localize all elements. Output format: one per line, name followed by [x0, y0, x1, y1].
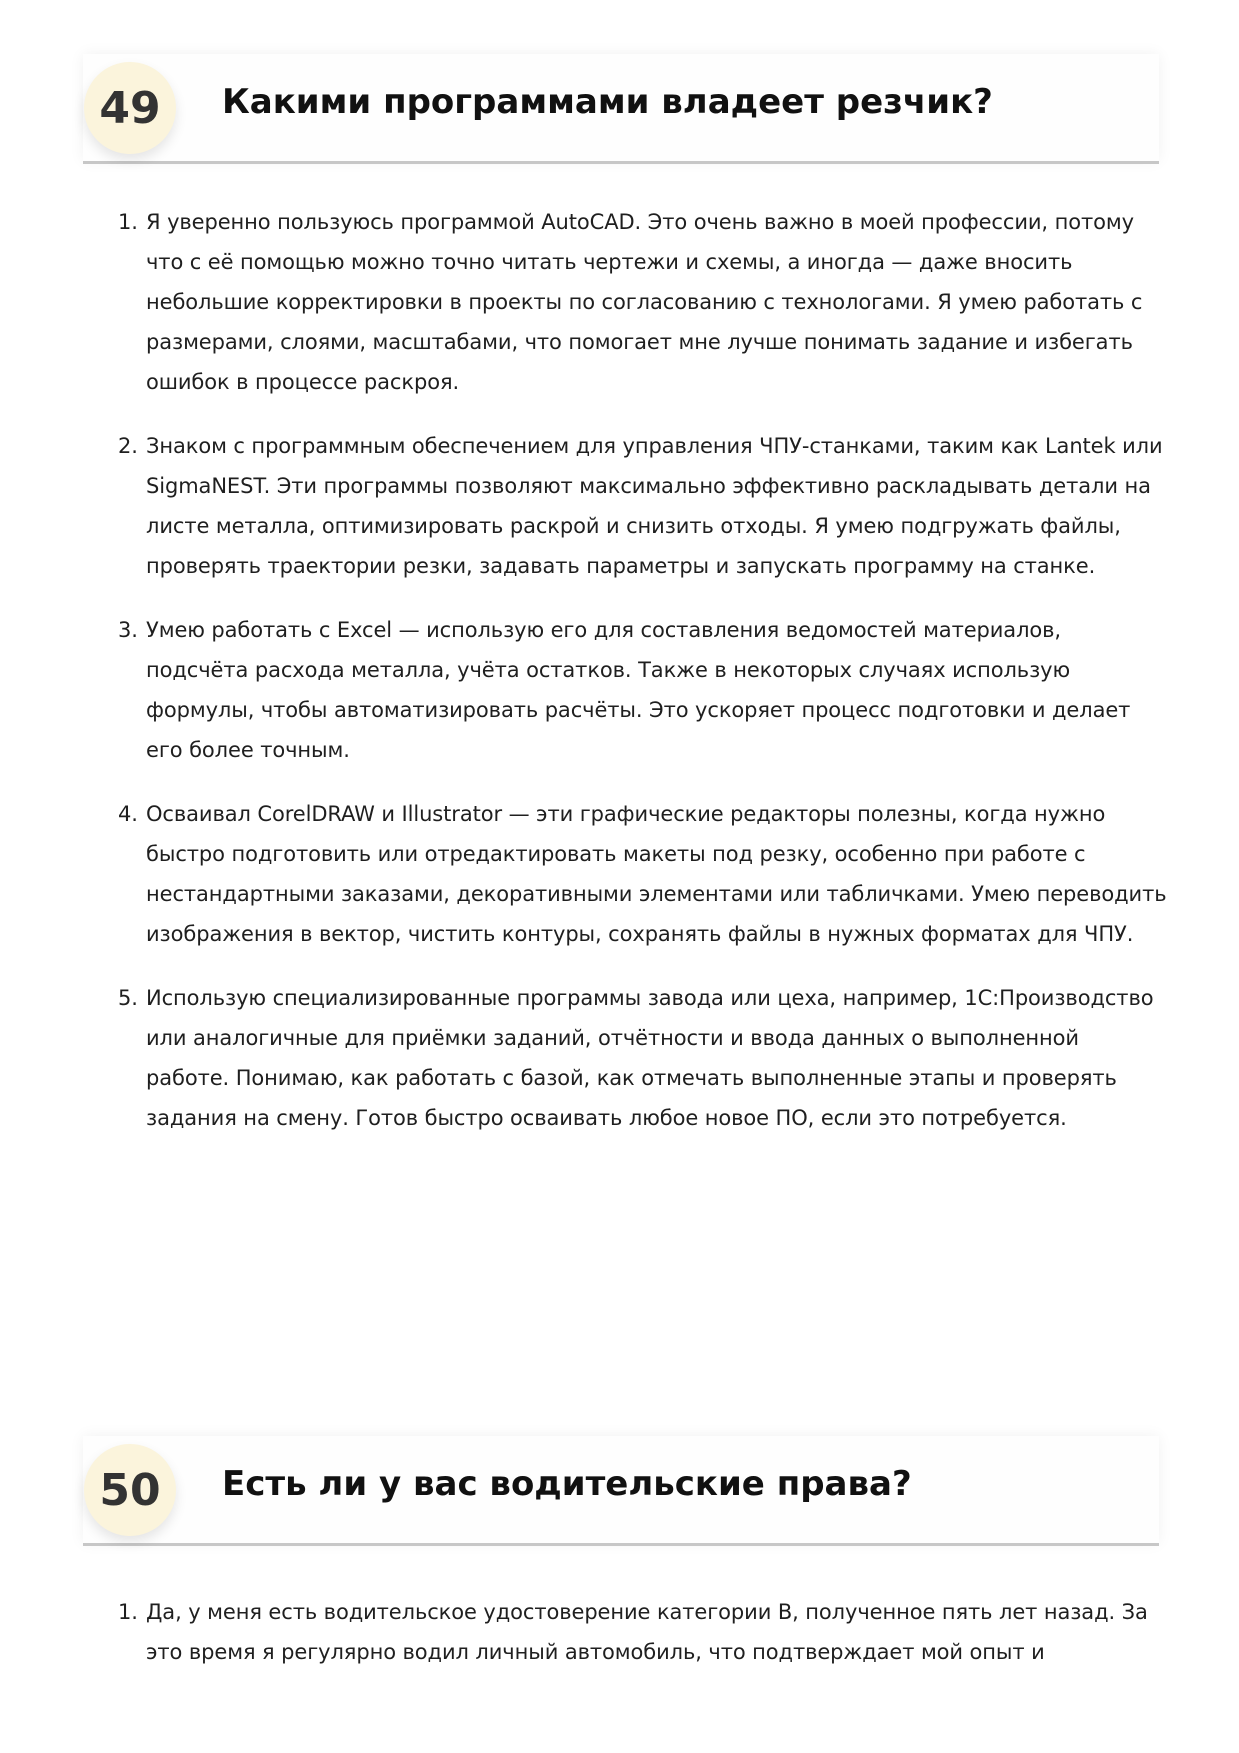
answer-item [118, 1592, 1168, 1672]
answer-item [118, 202, 1168, 402]
answer-text: Да, у меня есть водительское удостоверение категории B, полученное пять лет назад. За это время я регулярно водил личный автомобиль, что подтверждает мой опыт и [146, 1600, 1148, 1664]
question-section-50 [0, 1436, 1239, 1664]
answer-text: Использую специализированные программы завода или цеха, например, 1С:Производство или аналогичные для приёмки заданий, отчётности и ввода данных о выполненной работе. Понимаю, как работать с базой, как отмечать выполненные этапы и проверять задания на смену. Готов быстро осваивать любое новое ПО, если это потребуется. [146, 986, 1154, 1130]
answer-number: 1. [118, 1600, 138, 1624]
question-title: Есть ли у вас водительские права? [222, 1464, 912, 1504]
answer-number: 4. [118, 802, 138, 826]
answer-list [118, 1592, 1168, 1696]
answer-item [118, 426, 1168, 586]
answer-item [118, 610, 1168, 770]
answer-number: 3. [118, 618, 138, 642]
question-section-49 [0, 54, 1239, 1130]
question-number-badge: 50 [84, 1444, 176, 1536]
question-title: Какими программами владеет резчик? [222, 82, 993, 122]
question-header [0, 1436, 1239, 1546]
answer-text: Осваивал CorelDRAW и Illustrator — эти графические редакторы полезны, когда нужно быстро подготовить или отредактировать макеты под резку, особенно при работе с нестандартными заказами, декоративными элементами или табличками. Умею переводить изображения в вектор, чистить контуры, сохранять файлы в нужных форматах для ЧПУ. [146, 802, 1167, 946]
answer-text: Умею работать с Excel — использую его для составления ведомостей материалов, подсчёта расхода металла, учёта остатков. Также в некоторых случаях использую формулы, чтобы автоматизировать расчёты. Это ускоряет процесс подготовки и делает его более точным. [146, 618, 1131, 762]
answer-list [118, 202, 1168, 1162]
header-divider [83, 161, 1159, 164]
question-header [0, 54, 1239, 164]
question-number-badge: 49 [84, 62, 176, 154]
answer-item [118, 794, 1168, 954]
header-divider [83, 1543, 1159, 1546]
answer-text: Знаком с программным обеспечением для управления ЧПУ-станками, таким как Lantek или SigmaNEST. Эти программы позволяют максимально эффективно раскладывать детали на листе металла, оптимизировать раскрой и снизить отходы. Я умею подгружать файлы, проверять траектории резки, задавать параметры и запускать программу на станке. [146, 434, 1163, 578]
answer-number: 2. [118, 434, 138, 458]
answer-text: Я уверенно пользуюсь программой AutoCAD. Это очень важно в моей профессии, потому что с её помощью можно точно читать чертежи и схемы, а иногда — даже вносить небольшие корректировки в проекты по согласованию с технологами. Я умею работать с размерами, слоями, масштабами, что помогает мне лучше понимать задание и избегать ошибок в процессе раскроя. [146, 210, 1143, 394]
answer-number: 1. [118, 210, 138, 234]
answer-number: 5. [118, 986, 138, 1010]
answer-item [118, 978, 1168, 1138]
